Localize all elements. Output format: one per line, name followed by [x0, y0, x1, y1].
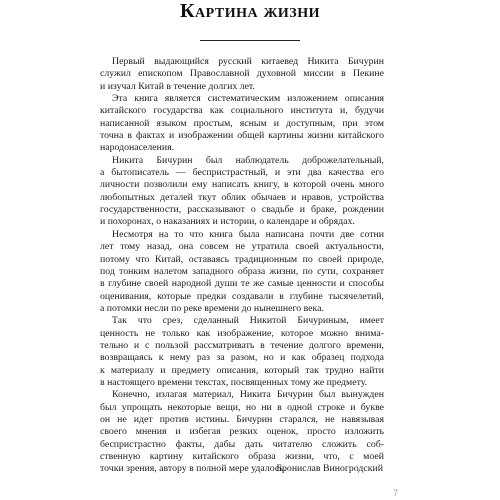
paragraph-line: ственную картину китайского образа жизни, что, с моей	[100, 451, 384, 462]
paragraph-line: написанной языком простым, ясным и доступным, при этом	[100, 117, 384, 129]
paragraph-line: Несмотря на то что книга была написана почти две сотни	[112, 228, 384, 240]
paragraph-line: личности позволили ему написать книгу, в которой очень много	[100, 179, 384, 191]
paragraph-line: служил епископом Православной духовной миссии в Пекине	[100, 68, 384, 80]
paragraph-line: к материалу и предмету описания, который так трудно найти	[100, 364, 384, 376]
paragraph-line: в глубине своей народной души те же самые ценности и способы	[100, 278, 384, 290]
paragraph-line: он не идет против истины. Бичурин старался, не навязывая	[100, 413, 384, 425]
paragraph	[100, 155, 384, 229]
paragraph-line: точки зрения, автору в полной мере удалось.	[100, 463, 287, 475]
paragraph-line: а бытописатель — беспристрастный, и эти два качества его	[100, 167, 384, 179]
paragraph-line: тельно и с пользой рассматривать в течение долгого времени,	[100, 339, 384, 351]
paragraph-line: беспристрастно факты, дабы дать читателю сложить соб-	[100, 438, 384, 450]
paragraph-line: Первый выдающийся русский китаевед Никита Бичурин	[112, 56, 384, 67]
paragraph-line: под тонким налетом западного образа жизни, по сути, сохраняет	[100, 265, 384, 277]
paragraph-line: потому что Китай, оставаясь традиционным по своей природе,	[100, 253, 384, 265]
body-text	[100, 56, 384, 476]
paragraph-line: народонаселения.	[100, 142, 175, 154]
paragraph-line: Конечно, излагая материал, Никита Бичурин был вынужден	[112, 389, 384, 401]
paragraph-line: в настоящего времени текстах, посвященных тому же предмету.	[100, 376, 368, 388]
paragraph-line: любопытных деталей ткут облик обычаев и нравов, устройства	[100, 191, 384, 203]
paragraph-line: оценивания, которые предки создавали в глубине тысячелетий,	[100, 290, 384, 302]
paragraph-line: был упрощать некоторые вещи, но ни в одной строке и букве	[100, 401, 384, 413]
paragraph-line: Эта книга является систематическим изложением описания	[112, 93, 384, 105]
paragraph-line: китайского государства как социального института и, будучи	[100, 105, 384, 117]
paragraph	[100, 229, 384, 315]
paragraph-line: Так что срез, сделанный Никитой Бичуриным, имеет	[112, 315, 384, 327]
paragraph-line: возвращаясь к нему раз за разом, но и как образец подхода	[100, 352, 384, 364]
page-title: Картина жизни	[180, 0, 320, 22]
paragraph-line: лет тому назад, она совсем не утратила своей актуальности,	[100, 241, 384, 253]
title-divider	[200, 40, 300, 41]
paragraph	[100, 315, 384, 389]
paragraph-line: и похоронах, о наказаниях и истории, о календаре и обрядах.	[100, 216, 355, 228]
paragraph-line: государственности, рассказывают о свадьбе и браке, рождении	[100, 204, 384, 216]
page-number: 7	[392, 488, 398, 498]
paragraph-line: точна в фактах и изображении общей картины жизни китайского	[100, 130, 384, 142]
author-signature: Бронислав Виногродский	[276, 463, 383, 474]
paragraph-line: ценность не только как изображение, которое можно внима-	[100, 327, 384, 339]
paragraph-line: Никита Бичурин был наблюдатель доброжелательный,	[112, 154, 384, 166]
paragraph-line: своего мнения и избегая резких оценок, просто изложить	[100, 426, 384, 438]
paragraph	[100, 93, 384, 155]
paragraph-line: а потомки несли по реке времени до нынешнего века.	[100, 302, 324, 314]
paragraph-line: и изучал Китай в течение долгих лет.	[100, 80, 255, 92]
paragraph	[100, 56, 384, 93]
